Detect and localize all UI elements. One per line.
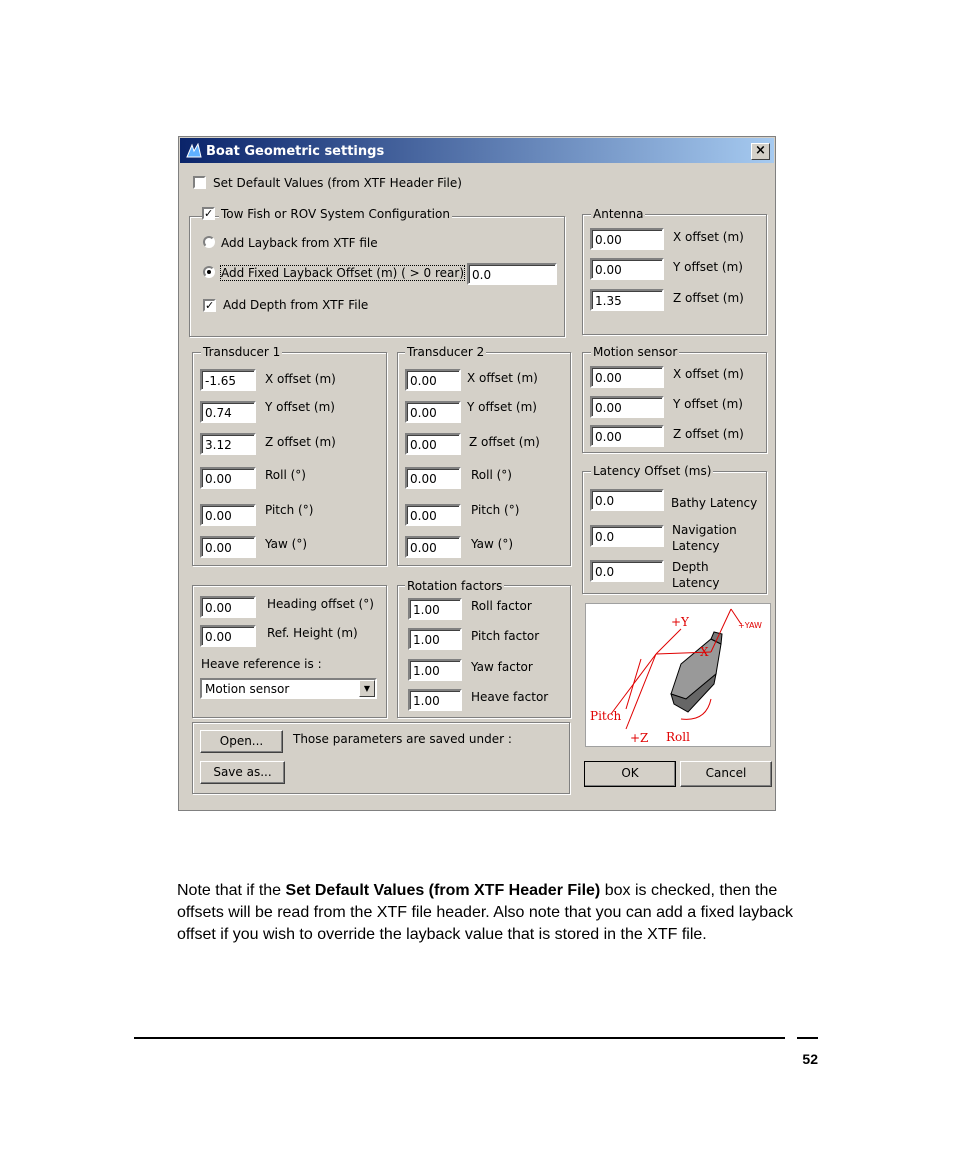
close-icon: × [755,143,766,158]
ref-height-input[interactable]: 0.00 [200,625,256,647]
nav-latency-label-2: Latency [672,539,720,553]
transducer1-yaw-input[interactable]: 0.00 [200,536,256,558]
open-button[interactable]: Open... [200,730,283,753]
set-default-checkbox[interactable] [193,176,206,189]
yaw-factor-input[interactable]: 1.00 [408,659,462,681]
roll-factor-input[interactable]: 1.00 [408,598,462,620]
heave-factor-input[interactable]: 1.00 [408,689,462,711]
motion-z-label: Z offset (m) [673,427,744,441]
nav-latency-label-1: Navigation [672,523,737,537]
antenna-y-label: Y offset (m) [673,260,743,274]
heave-reference-select[interactable] [200,678,377,699]
motion-y-input[interactable]: 0.00 [590,396,664,418]
transducer2-yaw-input[interactable]: 0.00 [405,536,461,558]
transducer2-pitch-label: Pitch (°) [471,503,520,517]
close-button[interactable] [751,143,770,160]
transducer1-y-label: Y offset (m) [265,400,335,414]
antenna-x-input[interactable]: 0.00 [590,228,664,250]
nav-latency-input[interactable]: 0.0 [590,525,664,547]
dialog-title: Boat Geometric settings [206,144,385,159]
transducer1-roll-input[interactable]: 0.00 [200,467,256,489]
pitch-axis-label: Pitch [590,709,622,723]
transducer1-title: Transducer 1 [203,345,281,359]
note-paragraph [177,880,827,946]
depth-latency-label-2: Latency [672,576,720,590]
note-text-before: Note that if the [177,882,286,899]
transducer2-pitch-input[interactable]: 0.00 [405,504,461,526]
antenna-x-label: X offset (m) [673,230,744,244]
page-number: 52 [802,1051,818,1067]
antenna-z-input[interactable]: 1.35 [590,289,664,311]
antenna-y-input[interactable]: 0.00 [590,258,664,280]
roll-factor-label: Roll factor [471,599,532,613]
depth-xtf-checkbox[interactable]: ✓ [205,299,215,312]
transducer2-yaw-label: Yaw (°) [471,537,514,551]
plus-y-label: +Y [671,615,689,629]
towfish-checkbox[interactable]: ✓ [204,207,214,220]
ref-height-label: Ref. Height (m) [267,626,358,640]
heading-offset-label: Heading offset (°) [267,597,374,611]
rotation-factors-title: Rotation factors [407,579,503,593]
transducer1-pitch-label: Pitch (°) [265,503,314,517]
transducer1-x-input[interactable]: -1.65 [200,369,256,391]
layback-xtf-radio[interactable] [203,236,215,248]
transducer2-z-input[interactable]: 0.00 [405,433,461,455]
save-as-button[interactable]: Save as... [200,761,285,784]
depth-latency-input[interactable]: 0.0 [590,560,664,582]
antenna-title: Antenna [593,207,644,221]
saved-under-label: Those parameters are saved under : [293,732,512,746]
transducer1-z-input[interactable]: 3.12 [200,433,256,455]
plus-z-label: +Z [630,731,649,745]
layback-xtf-label: Add Layback from XTF file [221,236,378,250]
bathy-latency-input[interactable]: 0.0 [590,489,664,511]
motion-sensor-title: Motion sensor [593,345,678,359]
transducer1-yaw-label: Yaw (°) [265,537,308,551]
footer-rule [134,1037,785,1039]
motion-x-label: X offset (m) [673,367,744,381]
transducer2-title: Transducer 2 [407,345,485,359]
pitch-factor-label: Pitch factor [471,629,540,643]
heave-reference-value: Motion sensor [205,682,290,696]
motion-x-input[interactable]: 0.00 [590,366,664,388]
transducer2-y-input[interactable]: 0.00 [405,401,461,423]
transducer2-z-label: Z offset (m) [469,435,540,449]
transducer1-x-label: X offset (m) [265,372,336,386]
transducer1-y-input[interactable]: 0.74 [200,401,256,423]
x-axis-label: X [700,645,709,659]
cancel-button[interactable]: Cancel [680,761,772,787]
fixed-layback-input[interactable]: 0.0 [467,263,557,285]
heave-factor-label: Heave factor [471,690,549,704]
antenna-z-label: Z offset (m) [673,291,744,305]
plus-yaw-label: +YAW [738,621,762,630]
boat-axes-diagram [585,603,771,747]
heading-offset-input[interactable]: 0.00 [200,596,256,618]
transducer1-z-label: Z offset (m) [265,435,336,449]
boat-geometric-settings-dialog [178,136,776,811]
transducer2-x-input[interactable]: 0.00 [405,369,461,391]
yaw-factor-label: Yaw factor [471,660,533,674]
app-icon [185,143,203,159]
motion-z-input[interactable]: 0.00 [590,425,664,447]
transducer1-pitch-input[interactable]: 0.00 [200,504,256,526]
transducer2-x-label: X offset (m) [467,371,538,385]
roll-axis-label: Roll [666,730,690,744]
transducer2-y-label: Y offset (m) [467,400,537,414]
note-text-after: box is checked, then the offsets will be read from the XTF file header. Also note that you can add a fixed layback offset if you wish to override the layback value that is stored in the XTF file. [177,882,794,943]
fixed-layback-label: Add Fixed Layback Offset (m) ( > 0 rear) [221,266,464,280]
note-text-bold: Set Default Values (from XTF Header File) [285,882,601,899]
transducer1-roll-label: Roll (°) [265,468,306,482]
transducer2-roll-input[interactable]: 0.00 [405,467,461,489]
footer-rule-short [797,1037,818,1039]
towfish-label: Tow Fish or ROV System Configuration [221,207,450,221]
transducer2-roll-label: Roll (°) [471,468,512,482]
heave-reference-label: Heave reference is : [201,657,322,671]
title-bar[interactable] [180,138,774,163]
ok-button[interactable]: OK [584,761,676,787]
pitch-factor-input[interactable]: 1.00 [408,628,462,650]
boat-axes-illustration [586,604,770,746]
depth-latency-label-1: Depth [672,560,709,574]
bathy-latency-label: Bathy Latency [671,496,758,510]
chevron-down-icon[interactable]: ▼ [359,680,375,697]
depth-xtf-label: Add Depth from XTF File [223,298,369,312]
latency-title: Latency Offset (ms) [593,464,712,478]
set-default-label: Set Default Values (from XTF Header File) [213,176,462,190]
motion-y-label: Y offset (m) [673,397,743,411]
fixed-layback-radio[interactable] [203,266,215,278]
